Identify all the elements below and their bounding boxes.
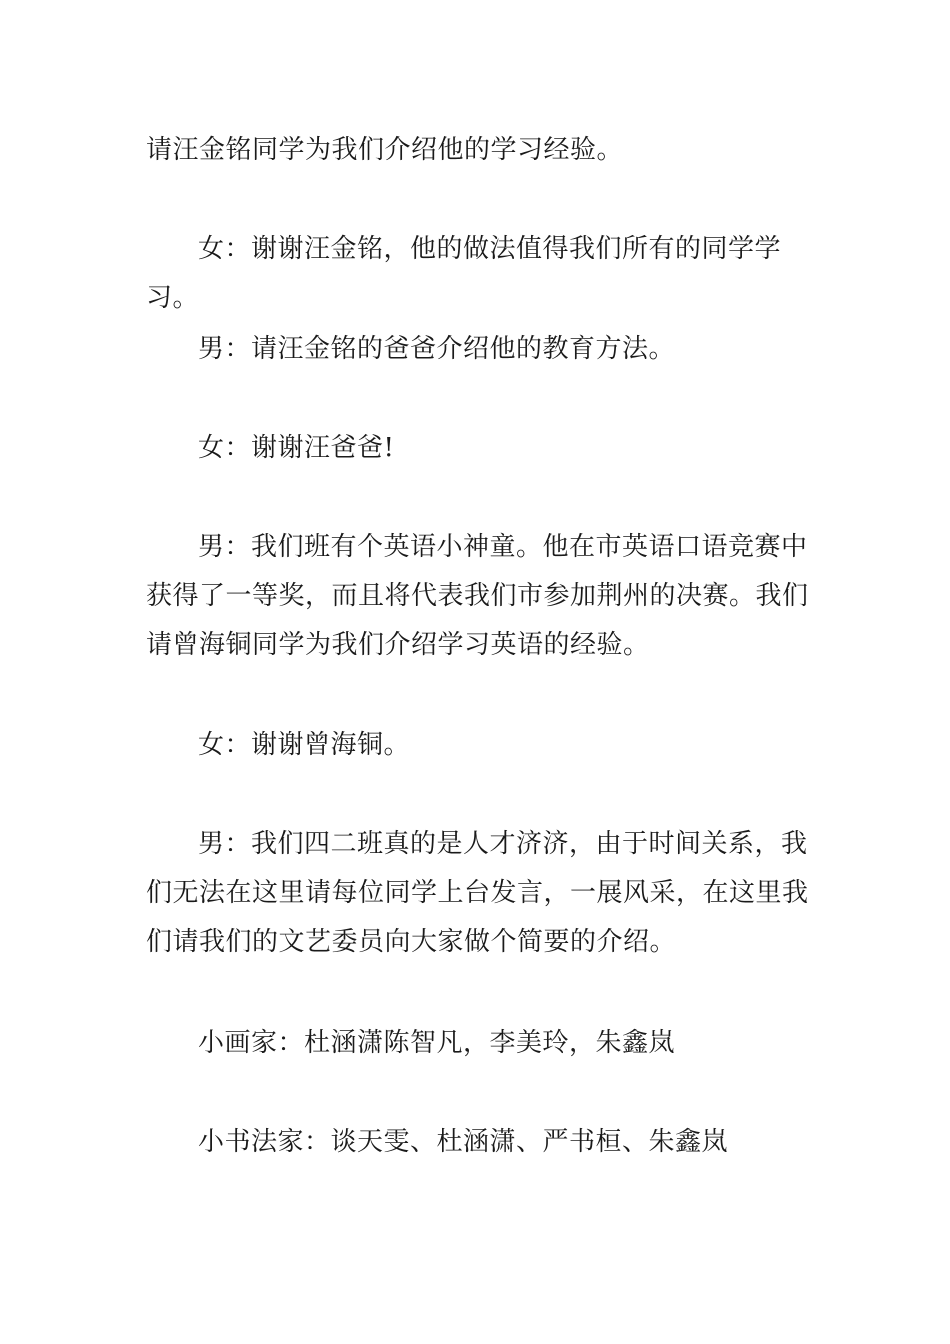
paragraph-female-thanks-father: 女：谢谢汪爸爸! [198, 433, 395, 463]
paragraph-female-thanks: 女：谢谢汪金铭，他的做法值得我们所有的同学学习。 [146, 234, 782, 313]
paragraph-little-painters: 小画家：杜涵潇陈智凡，李美玲，朱鑫岚 [198, 1028, 676, 1058]
paragraph-male-talents: 男：我们四二班真的是人才济济，由于时间关系，我们无法在这里请每位同学上台发言，一展风采，在这里我们请我们的文艺委员向大家做个简要的介绍。 [146, 829, 809, 957]
paragraph-intro: 请汪金铭同学为我们介绍他的学习经验。 [146, 135, 624, 165]
paragraph-little-calligraphers: 小书法家：谈天雯、杜涵潇、严书桓、朱鑫岚 [198, 1127, 729, 1157]
paragraph-male-invite-father: 男：请汪金铭的爸爸介绍他的教育方法。 [198, 334, 676, 364]
paragraph-female-thanks-zeng: 女：谢谢曾海铜。 [198, 730, 411, 760]
paragraph-male-english-prodigy: 男：我们班有个英语小神童。他在市英语口语竞赛中获得了一等奖，而且将代表我们市参加荆州的决赛。我们请曾海铜同学为我们介绍学习英语的经验。 [146, 532, 809, 660]
